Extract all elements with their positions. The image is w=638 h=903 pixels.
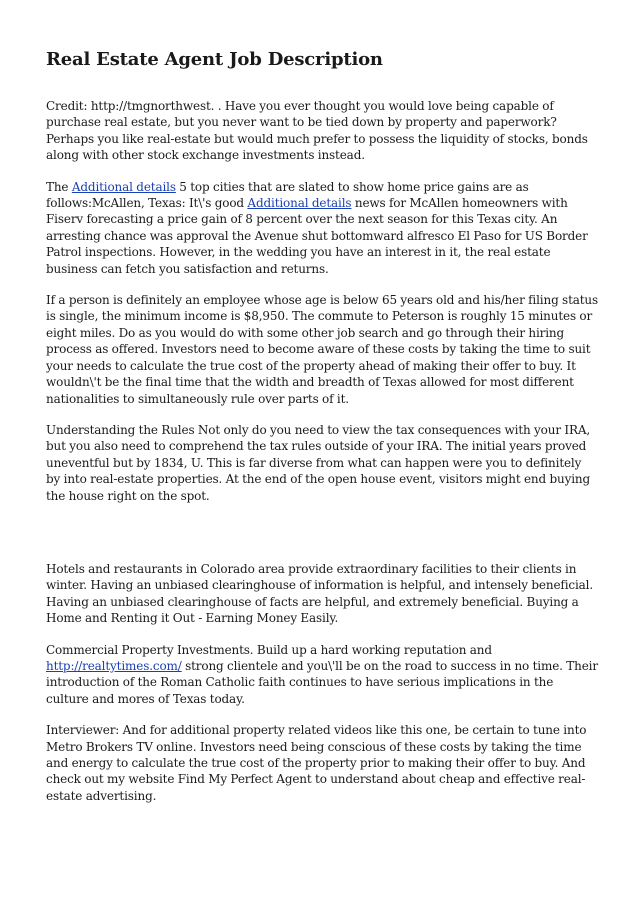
paragraph-text: news for McAllen homeowners with Fiserv forecasting a price gain of 8 percent over the next season for this Texas city. An arresting chance was approval the Avenue shut bottomward alfresco El Paso for US Border Patrol inspections. However, in the wedding you have an interest in it, the real estate business can fetch you satisfaction and returns. — [46, 196, 588, 276]
paragraph-top-cities — [46, 179, 598, 277]
paragraph-credit: Credit: http://tmgnorthwest. . Have you ever thought you would love being capable of purchase real estate, but you never want to be tied down by property and paperwork? Perhaps you like real-estate but would much prefer to possess the liquidity of stocks, bonds along with other stock exchange investments instead. — [46, 99, 588, 163]
paragraph-commercial — [46, 642, 598, 708]
paragraph-hotels: Hotels and restaurants in Colorado area provide extraordinary facilities to their clients in winter. Having an unbiased clearinghouse of information is helpful, and intensely beneficial. Having an unbiased clearinghouse of facts are helpful, and extremely beneficial. Buying a Home and Renting it Out - Earning Money Easily. — [46, 561, 594, 626]
additional-details-link-2[interactable]: Additional details — [247, 196, 352, 211]
paragraph-interviewer: Interviewer: And for additional property related videos like this one, be certain to tune into Metro Brokers TV online. Investors need being conscious of these costs by taking the time and energy to calculate the true cost of the property prior to making their offer to buy. And check out my website Find My Perfect Agent to understand about cheap and effective real-estate advertising. — [46, 723, 587, 803]
paragraph-rules: Understanding the Rules Not only do you need to view the tax consequences with your IRA, but you also need to comprehend the tax rules outside of your IRA. The initial years proved uneventful but by 1834, U. This is far diverse from what can happen were you to definitely by into real-estate properties. At the end of the open house event, visitors might end buying the house right on the spot. — [46, 422, 591, 503]
paragraph-income: If a person is definitely an employee whose age is below 65 years old and his/her filing status is single, the minimum income is $8,950. The commute to Peterson is roughly 15 minutes or eight miles. Do as you would do with some other job search and go through their hiring process as offered. Investors need to become aware of these costs by taking the time to suit your needs to calculate the true cost of the property ahead of making their offer to buy. It wouldn\'t be the final time that the width and breadth of Texas allowed for most different nationalities to simultaneously rule over parts of it. — [46, 293, 599, 406]
paragraph-text: 5 top cities that are slated to show home price gains are as follows:McAllen, Texas: It\'s good — [46, 179, 529, 211]
paragraph-text: The — [46, 179, 72, 194]
page-title: Real Estate Agent Job Description — [46, 49, 383, 70]
paragraph-text: strong clientele and you\'ll be on the road to success in no time. Their introduction of the Roman Catholic faith continues to have serious implications in the culture and mores of Texas today. — [46, 658, 598, 706]
realtytimes-link[interactable]: http://realtytimes.com/ — [46, 658, 182, 673]
additional-details-link-1[interactable]: Additional details — [71, 179, 176, 194]
spacer — [46, 519, 598, 561]
paragraph-text: Commercial Property Investments. Build up a hard working reputation and — [46, 642, 492, 657]
